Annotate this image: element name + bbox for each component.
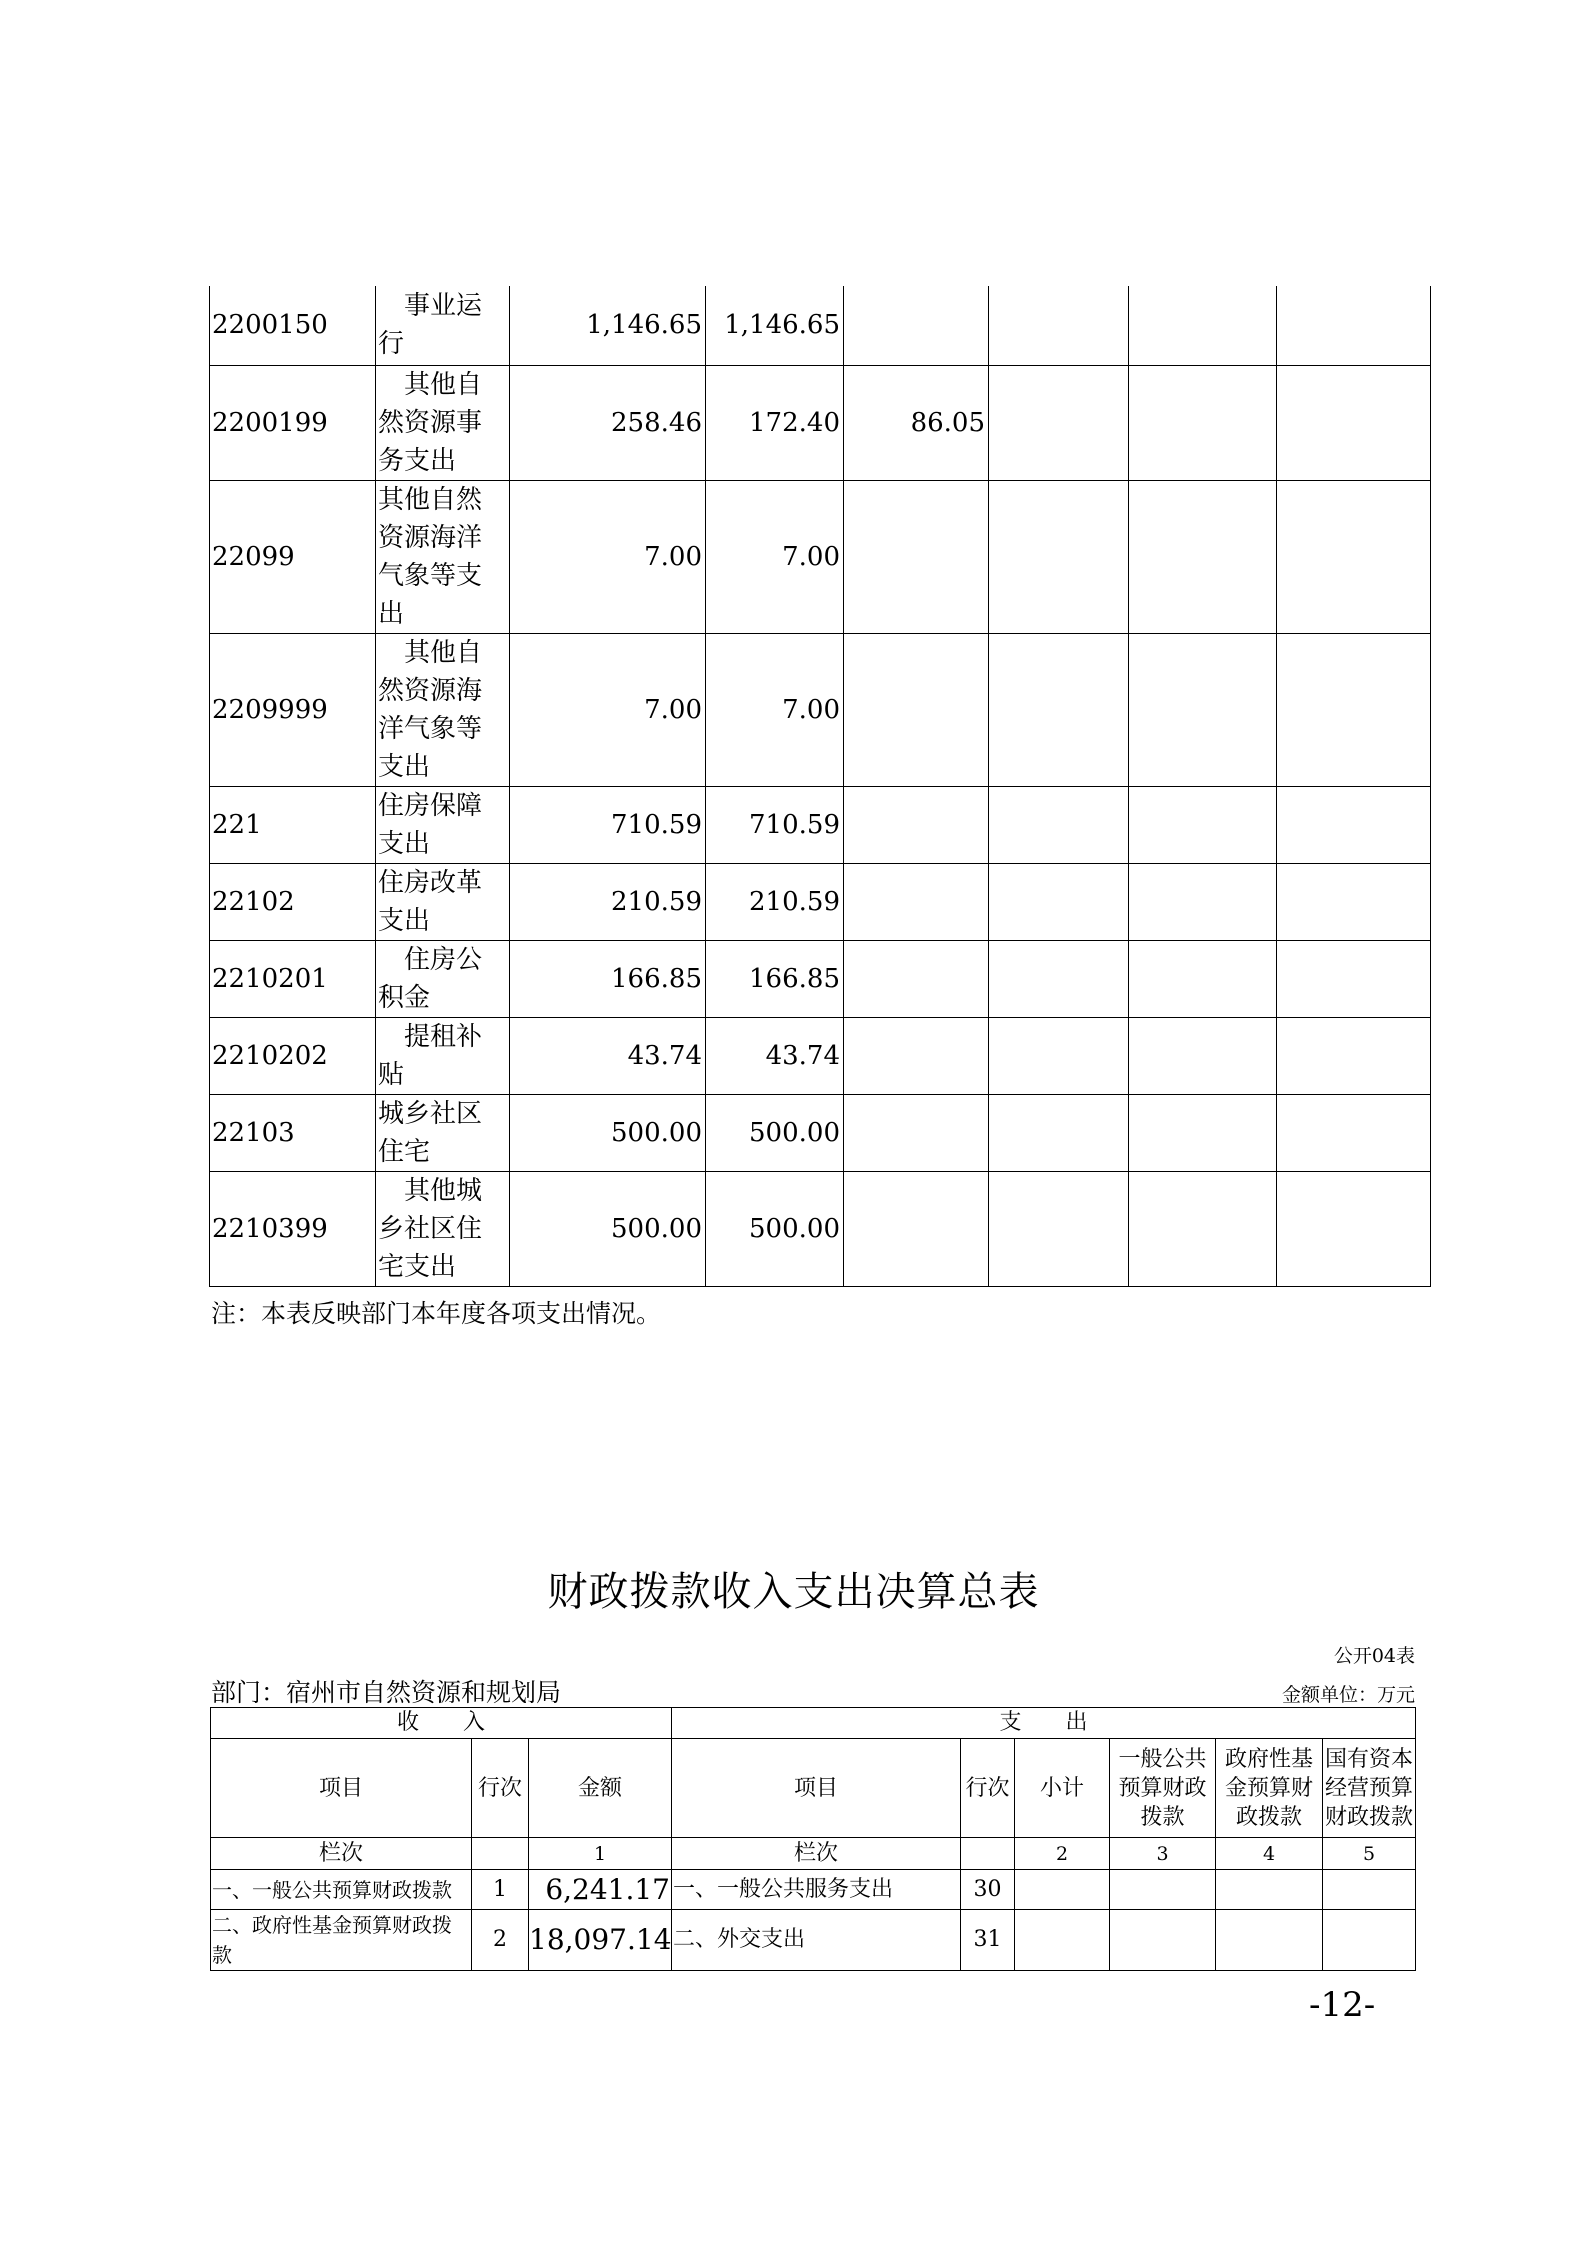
project-amount xyxy=(844,863,989,940)
expenditure-table xyxy=(209,286,1431,1287)
col6-amount xyxy=(1129,786,1277,863)
general-cell xyxy=(1110,1910,1216,1971)
summary-title: 财政拨款收入支出决算总表 xyxy=(547,1569,1040,1615)
function-code: 2200199 xyxy=(210,365,376,480)
group-header-row xyxy=(211,1708,1416,1739)
col7-amount xyxy=(1277,786,1431,863)
expenditure-table-body xyxy=(210,286,1431,1286)
basic-amount: 210.59 xyxy=(706,863,844,940)
unit-label: 金额单位：万元 xyxy=(1281,1684,1415,1706)
function-name: 提租补贴 xyxy=(376,1017,510,1094)
fund-cell xyxy=(1216,1870,1323,1910)
income-item-header: 项目 xyxy=(211,1739,472,1838)
expense-item-header: 项目 xyxy=(672,1739,961,1838)
summary-table xyxy=(210,1707,1416,1971)
col7-amount xyxy=(1277,940,1431,1017)
table-row xyxy=(210,786,1431,863)
project-amount xyxy=(844,786,989,863)
basic-amount: 500.00 xyxy=(706,1171,844,1286)
function-code: 22099 xyxy=(210,480,376,633)
col6-amount xyxy=(1129,940,1277,1017)
income-row-no: 2 xyxy=(472,1910,529,1971)
expense-item: 一、一般公共服务支出 xyxy=(672,1870,961,1910)
col7-amount xyxy=(1277,286,1431,365)
col7-amount xyxy=(1277,480,1431,633)
total-amount: 43.74 xyxy=(510,1017,706,1094)
function-code: 2209999 xyxy=(210,633,376,786)
project-amount xyxy=(844,1094,989,1171)
total-amount: 210.59 xyxy=(510,863,706,940)
project-amount xyxy=(844,286,989,365)
gov-fund-header: 政府性基金预算财政拨款 xyxy=(1216,1739,1323,1838)
income-amount-col-num: 1 xyxy=(529,1838,672,1870)
function-code: 22103 xyxy=(210,1094,376,1171)
col7-amount xyxy=(1277,863,1431,940)
capital-cell xyxy=(1323,1910,1416,1971)
total-amount: 500.00 xyxy=(510,1094,706,1171)
income-amount: 18,097.14 xyxy=(529,1910,672,1971)
fund-col-num: 4 xyxy=(1216,1838,1323,1870)
basic-amount: 172.40 xyxy=(706,365,844,480)
total-amount: 258.46 xyxy=(510,365,706,480)
function-name: 其他自然资源事务支出 xyxy=(376,365,510,480)
col7-amount xyxy=(1277,365,1431,480)
col5-amount xyxy=(989,480,1129,633)
subtotal-header: 小计 xyxy=(1015,1739,1110,1838)
income-row-no: 1 xyxy=(472,1870,529,1910)
col5-amount xyxy=(989,633,1129,786)
total-amount: 1,146.65 xyxy=(510,286,706,365)
function-code: 2200150 xyxy=(210,286,376,365)
subtotal-col-num: 2 xyxy=(1015,1838,1110,1870)
total-amount: 7.00 xyxy=(510,480,706,633)
col5-amount xyxy=(989,1094,1129,1171)
department-label: 部门：宿州市自然资源和规划局 xyxy=(211,1678,562,1707)
expense-col-label: 栏次 xyxy=(672,1838,961,1870)
col6-amount xyxy=(1129,633,1277,786)
column-header-row xyxy=(211,1739,1416,1838)
summary-row xyxy=(211,1910,1416,1971)
col6-amount xyxy=(1129,1017,1277,1094)
income-item: 一、一般公共预算财政拨款 xyxy=(211,1870,472,1910)
project-amount xyxy=(844,633,989,786)
function-name: 其他自然资源海洋气象等支出 xyxy=(376,633,510,786)
function-name: 城乡社区住宅 xyxy=(376,1094,510,1171)
income-row-no-header: 行次 xyxy=(472,1739,529,1838)
table-row xyxy=(210,1171,1431,1286)
total-amount: 166.85 xyxy=(510,940,706,1017)
col7-amount xyxy=(1277,1094,1431,1171)
income-amount-header: 金额 xyxy=(529,1739,672,1838)
function-code: 22102 xyxy=(210,863,376,940)
function-name: 住房改革支出 xyxy=(376,863,510,940)
table-row xyxy=(210,863,1431,940)
function-name: 住房公积金 xyxy=(376,940,510,1017)
table-row xyxy=(210,633,1431,786)
fund-cell xyxy=(1216,1910,1323,1971)
function-code: 2210399 xyxy=(210,1171,376,1286)
expense-item: 二、外交支出 xyxy=(672,1910,961,1971)
function-name: 事业运行 xyxy=(376,286,510,365)
basic-amount: 710.59 xyxy=(706,786,844,863)
summary-row xyxy=(211,1870,1416,1910)
expense-row-no-header: 行次 xyxy=(961,1739,1015,1838)
income-row-no-col-num xyxy=(472,1838,529,1870)
expense-row-no-col-num xyxy=(961,1838,1015,1870)
capital-col-num: 5 xyxy=(1323,1838,1416,1870)
project-amount xyxy=(844,1017,989,1094)
general-budget-header: 一般公共预算财政拨款 xyxy=(1110,1739,1216,1838)
basic-amount: 7.00 xyxy=(706,480,844,633)
col7-amount xyxy=(1277,1017,1431,1094)
total-amount: 710.59 xyxy=(510,786,706,863)
col5-amount xyxy=(989,940,1129,1017)
income-col-label: 栏次 xyxy=(211,1838,472,1870)
form-number: 公开04表 xyxy=(1333,1645,1415,1667)
table-row xyxy=(210,1094,1431,1171)
total-amount: 7.00 xyxy=(510,633,706,786)
basic-amount: 1,146.65 xyxy=(706,286,844,365)
function-name: 住房保障支出 xyxy=(376,786,510,863)
function-code: 2210202 xyxy=(210,1017,376,1094)
income-item: 二、政府性基金预算财政拨款 xyxy=(211,1910,472,1971)
col7-amount xyxy=(1277,1171,1431,1286)
column-number-row xyxy=(211,1838,1416,1870)
function-code: 221 xyxy=(210,786,376,863)
col5-amount xyxy=(989,1171,1129,1286)
basic-amount: 43.74 xyxy=(706,1017,844,1094)
col5-amount xyxy=(989,1017,1129,1094)
basic-amount: 7.00 xyxy=(706,633,844,786)
col6-amount xyxy=(1129,863,1277,940)
page-number: -12- xyxy=(1309,1985,1376,2025)
project-amount xyxy=(844,480,989,633)
table-row xyxy=(210,1017,1431,1094)
col6-amount xyxy=(1129,480,1277,633)
col6-amount xyxy=(1129,1171,1277,1286)
basic-amount: 500.00 xyxy=(706,1094,844,1171)
total-amount: 500.00 xyxy=(510,1171,706,1286)
col5-amount xyxy=(989,286,1129,365)
table-row xyxy=(210,480,1431,633)
col5-amount xyxy=(989,786,1129,863)
col6-amount xyxy=(1129,286,1277,365)
project-amount: 86.05 xyxy=(844,365,989,480)
general-col-num: 3 xyxy=(1110,1838,1216,1870)
income-amount: 6,241.17 xyxy=(529,1870,672,1910)
expense-header: 支 出 xyxy=(672,1708,1416,1739)
expense-row-no: 30 xyxy=(961,1870,1015,1910)
capital-cell xyxy=(1323,1870,1416,1910)
project-amount xyxy=(844,1171,989,1286)
function-name: 其他自然资源海洋气象等支出 xyxy=(376,480,510,633)
col7-amount xyxy=(1277,633,1431,786)
col6-amount xyxy=(1129,365,1277,480)
project-amount xyxy=(844,940,989,1017)
col5-amount xyxy=(989,863,1129,940)
table-row xyxy=(210,365,1431,480)
expense-row-no: 31 xyxy=(961,1910,1015,1971)
general-cell xyxy=(1110,1870,1216,1910)
function-code: 2210201 xyxy=(210,940,376,1017)
col5-amount xyxy=(989,365,1129,480)
function-name: 其他城乡社区住宅支出 xyxy=(376,1171,510,1286)
basic-amount: 166.85 xyxy=(706,940,844,1017)
subtotal-cell xyxy=(1015,1910,1110,1971)
subtotal-cell xyxy=(1015,1870,1110,1910)
income-header: 收 入 xyxy=(211,1708,672,1739)
table-row xyxy=(210,286,1431,365)
state-capital-header: 国有资本经营预算财政拨款 xyxy=(1323,1739,1416,1838)
table-row xyxy=(210,940,1431,1017)
col6-amount xyxy=(1129,1094,1277,1171)
table-note: 注：本表反映部门本年度各项支出情况。 xyxy=(211,1299,662,1328)
